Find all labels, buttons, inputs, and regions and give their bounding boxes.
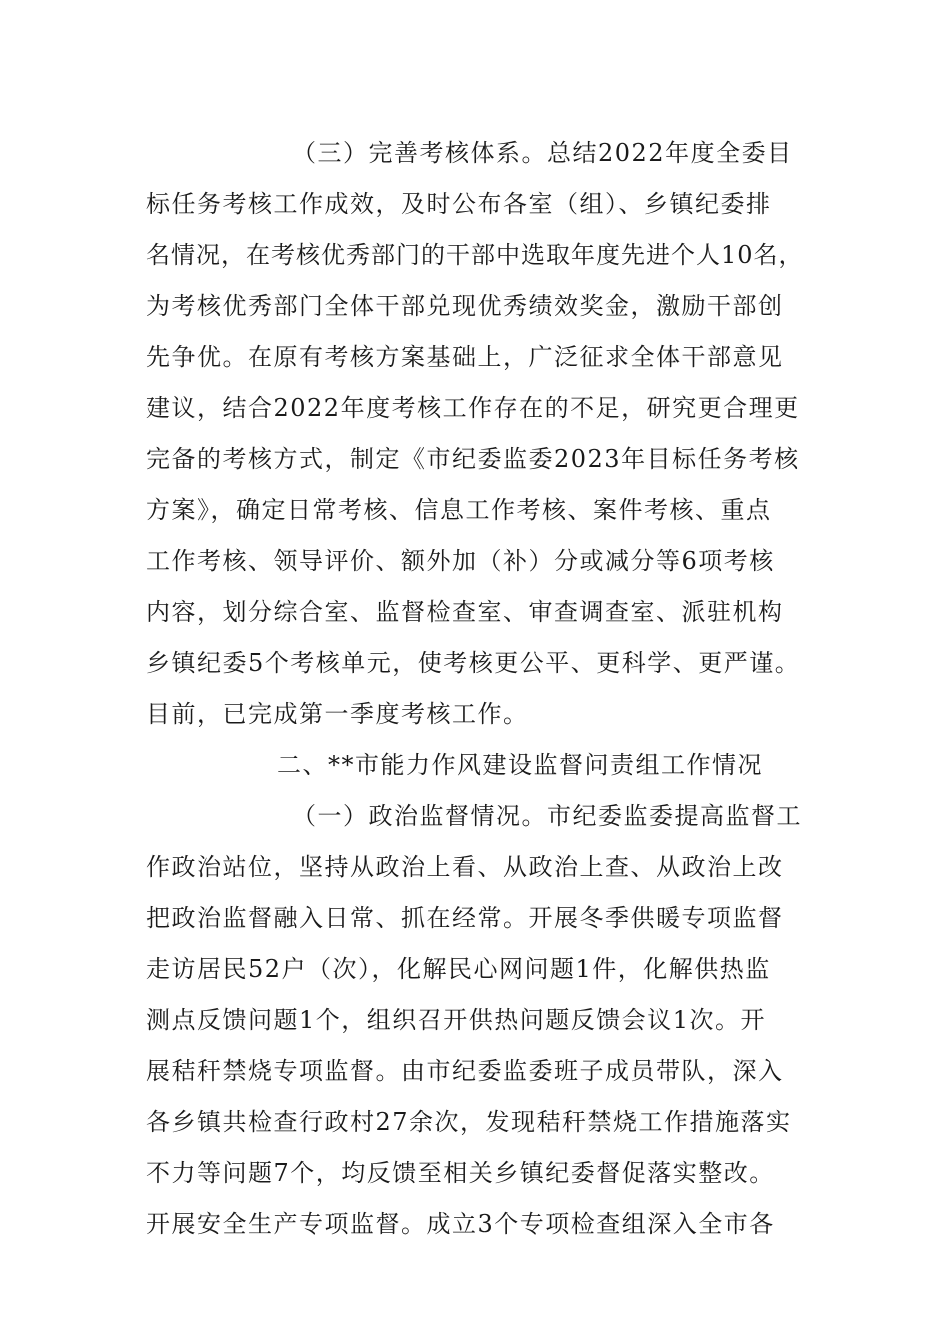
text-line: 不力等问题7个，均反馈至相关乡镇纪委督促落实整改。 — [146, 1159, 775, 1187]
text-line: 名情况，在考核优秀部门的干部中选取年度先进个人10名， — [146, 241, 804, 269]
text-line: 标任务考核工作成效，及时公布各室（组）、乡镇纪委排 — [146, 190, 772, 218]
paragraph-heading-line: （一）政治监督情况。市纪委监委提高监督工 — [292, 802, 802, 830]
text-line: 目前，已完成第一季度考核工作。 — [146, 700, 529, 728]
text-line: 为考核优秀部门全体干部兑现优秀绩效奖金，激励干部创 — [146, 292, 784, 320]
text-line: 内容，划分综合室、监督检查室、审查调查室、派驻机构 — [146, 598, 784, 626]
text-line: 作政治站位，坚持从政治上看、从政治上查、从政治上改 — [146, 853, 784, 881]
text-line: 乡镇纪委5个考核单元，使考核更公平、更科学、更严谨。 — [146, 649, 801, 677]
text-line: 展秸秆禁烧专项监督。由市纪委监委班子成员带队，深入 — [146, 1057, 784, 1085]
text-line: 各乡镇共检查行政村27余次，发现秸秆禁烧工作措施落实 — [146, 1108, 792, 1136]
section-heading: 二、**市能力作风建设监督问责组工作情况 — [277, 751, 763, 779]
text-line: 先争优。在原有考核方案基础上，广泛征求全体干部意见 — [146, 343, 784, 371]
text-line: 完备的考核方式，制定《市纪委监委2023年目标任务考核 — [146, 445, 800, 473]
text-line: 开展安全生产专项监督。成立3个专项检查组深入全市各 — [146, 1210, 775, 1238]
paragraph-heading-line: （三）完善考核体系。总结2022年度全委目 — [292, 139, 793, 167]
text-line: 方案》，确定日常考核、信息工作考核、案件考核、重点 — [146, 496, 772, 524]
text-line: 测点反馈问题1个，组织召开供热问题反馈会议1次。开 — [146, 1006, 767, 1034]
text-line: 建议，结合2022年度考核工作存在的不足，研究更合理更 — [146, 394, 800, 422]
text-line: 走访居民52户（次），化解民心网问题1件，化解供热监 — [146, 955, 771, 983]
text-line: 把政治监督融入日常、抓在经常。开展冬季供暖专项监督 — [146, 904, 784, 932]
text-line: 工作考核、领导评价、额外加（补）分或减分等6项考核 — [146, 547, 775, 575]
